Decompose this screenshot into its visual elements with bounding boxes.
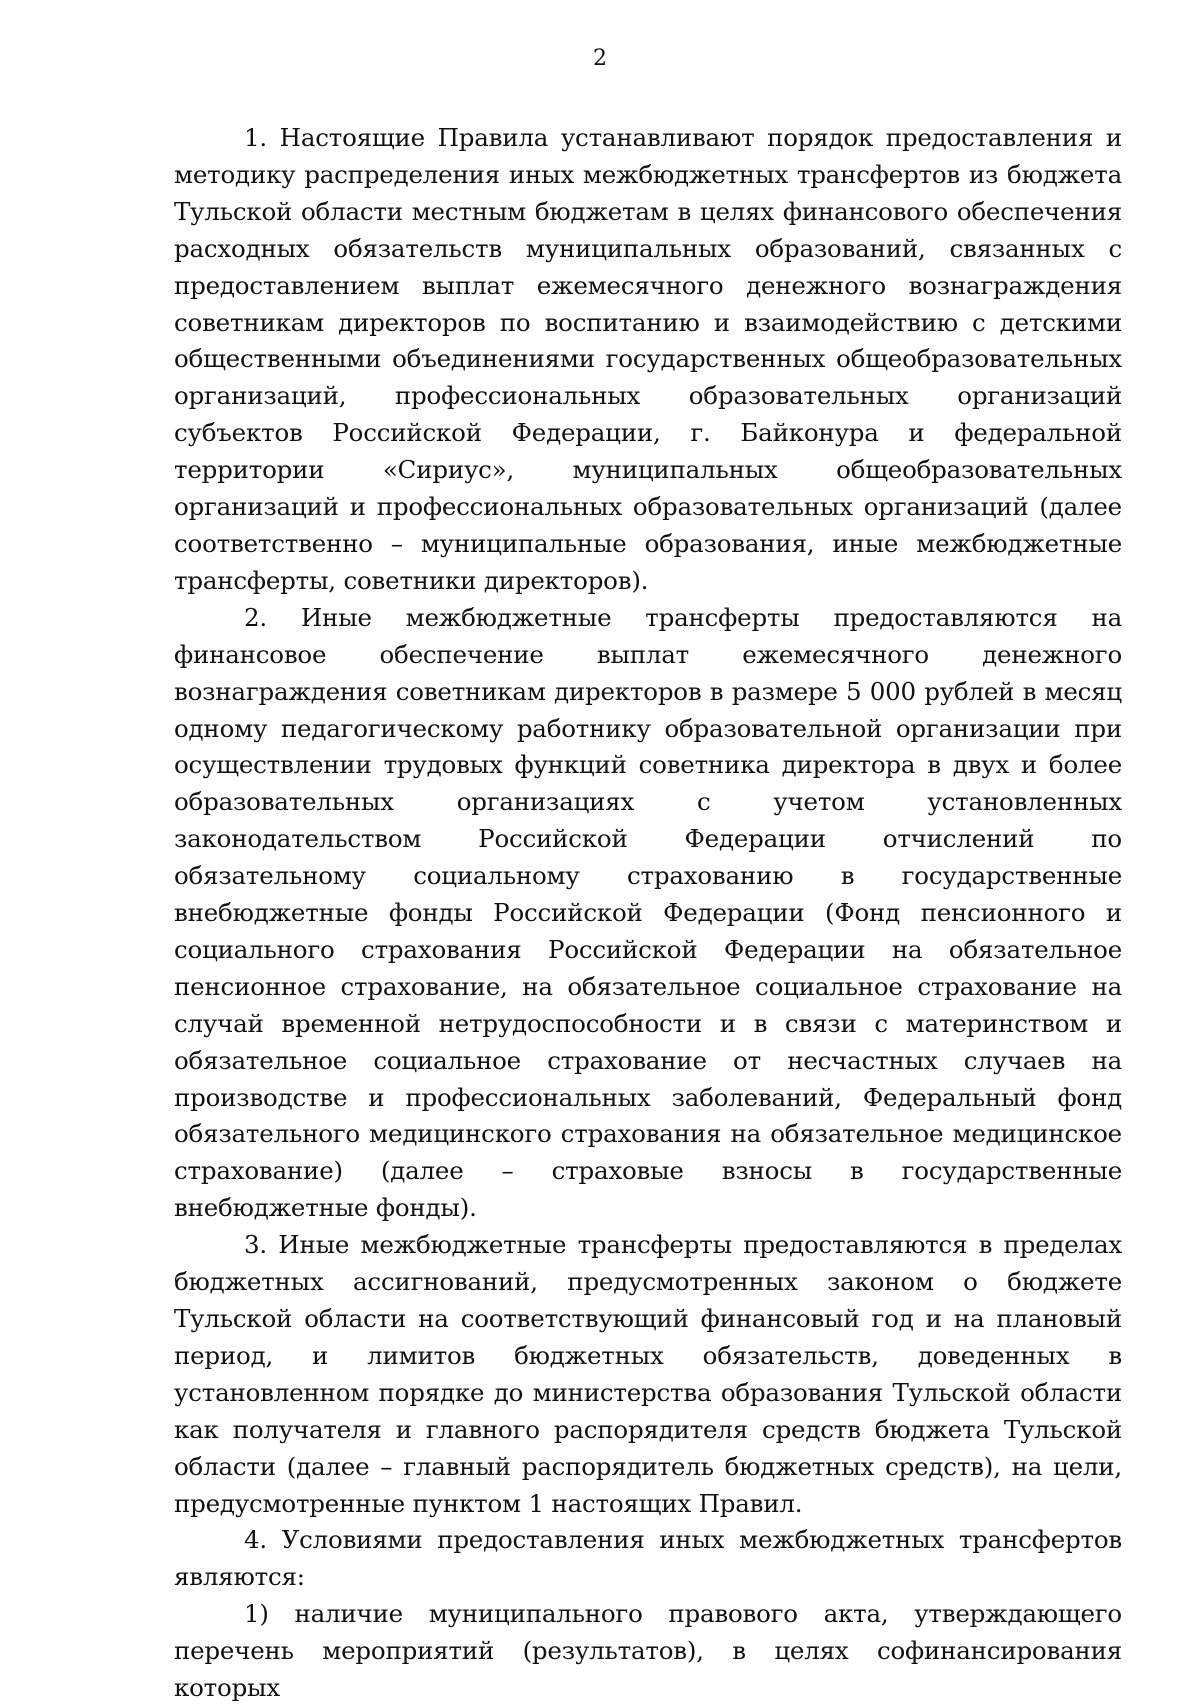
paragraph-2: 2. Иные межбюджетные трансферты предоставляются на финансовое обеспечение выплат ежемесячного денежного вознаграждения советникам директоров в размере 5 000 рублей в месяц одному педагогическому работнику образовательной организации при осуществлении трудовых функций советника директора в двух и более образовательных организациях с учетом установленных законодательством Российской Федерации отчислений по обязательному социальному страхованию в государственные внебюджетные фонды Российской Федерации (Фонд пенсионного и социального страхования Российской Федерации на обязательное пенсионное страхование, на обязательное социальное страхование на случай временной нетрудоспособности и в связи с материнством и обязательное социальное страхование от несчастных случаев на производстве и профессиональных заболеваний, Федеральный фонд обязательного медицинского страхования на обязательное медицинское страхование) (далее – страховые взносы в государственные внебюджетные фонды). xyxy=(174,602,1122,1223)
document-body xyxy=(174,120,1122,1707)
paragraph-4: 4. Условиями предоставления иных межбюджетных трансфертов являются: xyxy=(174,1525,1122,1592)
paragraph-3: 3. Иные межбюджетные трансферты предоставляются в пределах бюджетных ассигнований, предусмотренных законом о бюджете Тульской области на соответствующий финансовый год и на плановый период, и лимитов бюджетных обязательств, доведенных в установленном порядке до министерства образования Тульской области как получателя и главного распорядителя средств бюджета Тульской области (далее – главный распорядитель бюджетных средств), на цели, предусмотренные пунктом 1 настоящих Правил. xyxy=(174,1230,1122,1518)
paragraph-1: 1. Настоящие Правила устанавливают порядок предоставления и методику распределения иных межбюджетных трансфертов из бюджета Тульской области местным бюджетам в целях финансового обеспечения расходных обязательств муниципальных образований, связанных с предоставлением выплат ежемесячного денежного вознаграждения советникам директоров по воспитанию и взаимодействию с детскими общественными объединениями государственных общеобразовательных организаций, профессиональных образовательных организаций субъектов Российской Федерации, г. Байконура и федеральной территории «Сириус», муниципальных общеобразовательных организаций и профессиональных образовательных организаций (далее соответственно – муниципальные образования, иные межбюджетные трансферты, советники директоров). xyxy=(174,123,1122,595)
page-number: 2 xyxy=(593,46,607,71)
paragraph-4-item-1: 1) наличие муниципального правового акта, утверждающего перечень мероприятий (результатов), в целях софинансирования которых xyxy=(174,1599,1122,1703)
